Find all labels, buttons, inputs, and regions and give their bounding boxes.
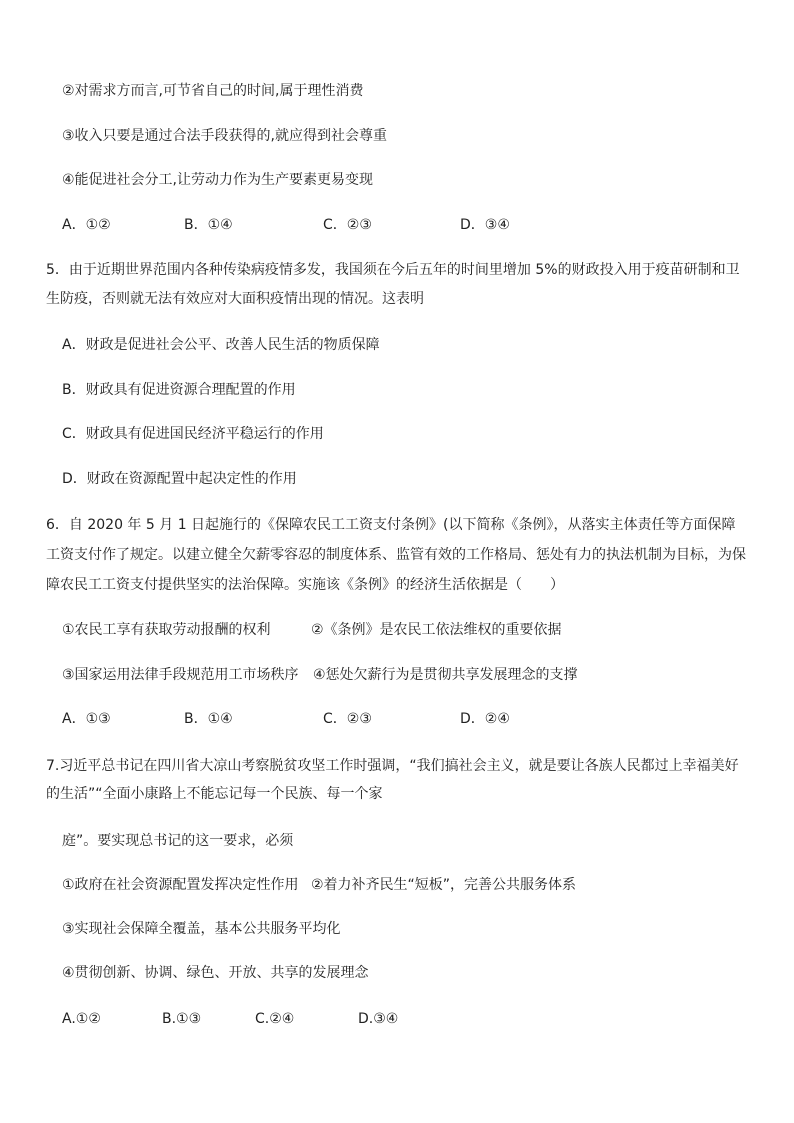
q6-option-a: A．①③ xyxy=(62,711,111,727)
q5-option-c: C．财政具有促进国民经济平稳运行的作用 xyxy=(62,426,324,442)
q7-option-a: A.①② xyxy=(62,1011,101,1027)
q5-option-b: B．财政具有促进资源合理配置的作用 xyxy=(62,382,296,398)
q6-option-b: B．①④ xyxy=(184,711,233,727)
q4-item-4: ④能促进社会分工,让劳动力作为生产要素更易变现 xyxy=(62,172,373,188)
q4-option-c: C．②③ xyxy=(323,217,372,233)
q7-item-4: ④贯彻创新、协调、绿色、开放、共享的发展理念 xyxy=(62,965,369,981)
q4-option-d: D．③④ xyxy=(460,217,510,233)
q7-option-d: D.③④ xyxy=(358,1011,399,1027)
q4-option-a: A．①② xyxy=(62,217,111,233)
q5-option-d: D．财政在资源配置中起决定性的作用 xyxy=(62,471,297,487)
q6-stem: 6．自 2020 年 5 月 1 日起施行的《保障农民工工资支付条例》(以下简称《条例》，从落实主体责任等方面保障工资支付作了规定。以建立健全欠薪零容忍的制度体系、监管有效的工作格局、惩处有力的执法机制为目标，为保障农民工工资支付提供坚实的法治保障。实施该《条例》的经济生活依据是（ ） xyxy=(46,517,746,593)
q7-stem: 7.习近平总书记在四川省大凉山考察脱贫攻坚工作时强调，“我们搞社会主义，就是要让各族人民都过上幸福美好的生活”“全面小康路上不能忘记每一个民族、每一个家 xyxy=(46,758,739,802)
q7-stem-continued: 庭”。要实现总书记的这一要求，必须 xyxy=(62,833,294,849)
q6-option-c: C．②③ xyxy=(323,711,372,727)
q6-option-d: D．②④ xyxy=(460,711,510,727)
q6-item-4: ④惩处欠薪行为是贯彻共享发展理念的支撑 xyxy=(313,667,578,683)
q4-option-b: B．①④ xyxy=(184,217,233,233)
q7-item-3: ③实现社会保障全覆盖，基本公共服务平均化 xyxy=(62,921,341,937)
q4-item-3: ③收入只要是通过合法手段获得的,就应得到社会尊重 xyxy=(62,128,387,144)
q7-option-c: C.②④ xyxy=(255,1011,295,1027)
q7-item-1: ①政府在社会资源配置发挥决定性作用 xyxy=(62,877,299,893)
q6-item-1: ①农民工享有获取劳动报酬的权利 xyxy=(62,622,271,638)
q6-item-2: ②《条例》是农民工依法维权的重要依据 xyxy=(311,622,562,638)
q7-item-2: ②着力补齐民生“短板”，完善公共服务体系 xyxy=(311,877,577,893)
q5-option-a: A．财政是促进社会公平、改善人民生活的物质保障 xyxy=(62,337,380,353)
q4-item-2: ②对需求方而言,可节省自己的时间,属于理性消费 xyxy=(62,83,364,99)
q7-option-b: B.①③ xyxy=(162,1011,202,1027)
q6-item-3: ③国家运用法律手段规范用工市场秩序 xyxy=(62,667,299,683)
q5-stem: 5．由于近期世界范围内各种传染病疫情多发，我国须在今后五年的时间里增加 5%的财政投入用于疫苗研制和卫生防疫，否则就无法有效应对大面积疫情出现的情况。这表明 xyxy=(46,262,740,307)
